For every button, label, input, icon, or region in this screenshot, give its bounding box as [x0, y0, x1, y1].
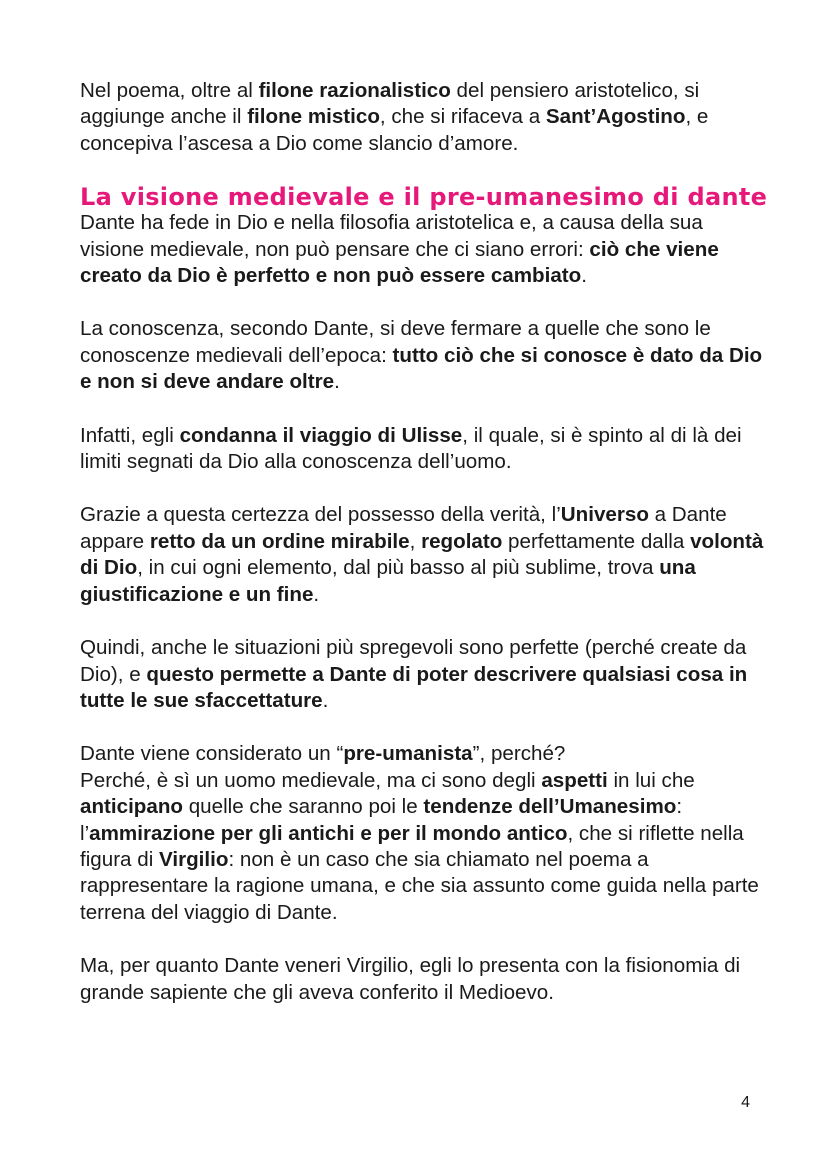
text-segment: : non è un caso che sia chiamato nel poema a rappresentare la ragione umana, e che sia assunto come guida nella parte terrena del viaggio di Dante. [80, 847, 759, 924]
text-segment: Nel poema, oltre al [80, 79, 259, 102]
bold-text-segment: aspetti [541, 768, 608, 792]
bold-text-segment: volontà di Dio [80, 529, 764, 580]
text-segment: Perché, è sì un uomo medievale, ma ci sono degli [80, 768, 542, 792]
text-segment: , e concepiva l’ascesa a Dio come slancio d’amore. [80, 105, 709, 155]
text-segment: l’ [80, 821, 90, 845]
text-segment: , in cui ogni elemento, dal più basso al più sublime, trova [137, 556, 660, 580]
section-heading: La visione medievale e il pre-umanesimo di dante [80, 183, 768, 212]
text-segment: Dante ha fede in Dio e nella filosofia aristotelica e, a causa della sua visione medievale, non può pensare che ci siano errori: [80, 211, 703, 261]
text-segment: Ma, per quanto Dante veneri Virgilio, egli lo presenta con la fisionomia di grande sapiente che gli aveva conferito il Medioevo. [80, 954, 741, 1004]
bold-text-segment: ciò che viene creato da Dio è perfetto e non può essere cambiato [80, 237, 719, 288]
text-segment: , che si rifaceva a [379, 105, 546, 129]
text-segment: Infatti, egli [80, 423, 180, 447]
bold-text-segment: Universo [560, 503, 649, 527]
text-segment: : [676, 795, 683, 819]
text-segment: La conoscenza, secondo Dante, si deve fermare a quelle che sono le conoscenze medievali dell’epoca: [80, 317, 711, 367]
paragraph-situazioni [80, 635, 764, 714]
bold-text-segment: ammirazione per gli antichi e per il mondo antico [89, 821, 568, 845]
bold-text-segment: anticipano [80, 795, 183, 819]
bold-text-segment: Sant’Agostino [545, 105, 686, 129]
paragraph-virgilio [80, 953, 764, 1006]
paragraph-conoscenza [80, 316, 764, 395]
text-segment: quelle che saranno poi le [182, 795, 424, 819]
bold-text-segment: tutto ciò che si conosce è dato da Dio e non si deve andare oltre [80, 343, 763, 394]
bold-text-segment: filone mistico [247, 105, 380, 129]
text-segment: . [581, 264, 587, 288]
bold-text-segment: pre-umanista [343, 742, 473, 766]
bold-text-segment: Virgilio [159, 847, 229, 871]
text-segment: Grazie a questa certezza del possesso della verità, l’ [80, 503, 561, 527]
text-segment: , il quale, si è spinto al di là dei limiti segnati da Dio alla conoscenza dell’uomo. [80, 423, 742, 474]
text-segment: , che si riflette nella figura di [80, 821, 744, 871]
bold-text-segment: condanna il viaggio di Ulisse [179, 423, 463, 447]
paragraph-ulisse [80, 423, 764, 476]
bold-text-segment: tendenze dell’Umanesimo [423, 795, 677, 819]
bold-text-segment: questo permette a Dante di poter descrivere qualsiasi cosa in tutte le sue sfaccettature [80, 662, 748, 712]
text-segment: Dante viene considerato un “ [80, 742, 344, 766]
text-segment: . [334, 370, 340, 394]
bold-text-segment: filone razionalistico [258, 79, 451, 102]
paragraph-universo [80, 502, 764, 608]
text-segment: ”, perché? [472, 742, 566, 766]
bold-text-segment: regolato [421, 529, 503, 553]
text-segment: , [409, 529, 422, 553]
text-segment: in lui che [607, 768, 695, 792]
paragraph-pre-umanista [80, 741, 764, 926]
text-segment: del pensiero aristotelico, si aggiunge anche il [80, 79, 700, 129]
bold-text-segment: una giustificazione e un fine [80, 556, 696, 606]
text-segment: perfettamente dalla [502, 529, 691, 553]
paragraph-fede [80, 210, 764, 289]
page-number: 4 [741, 1094, 750, 1111]
document-page [80, 78, 768, 1033]
text-segment: a Dante appare [80, 503, 727, 553]
paragraph-intro [80, 78, 764, 157]
text-segment: . [313, 582, 320, 606]
bold-text-segment: retto da un ordine mirabile [149, 529, 410, 553]
text-segment: Quindi, anche le situazioni più spregevoli sono perfette (perché create da Dio), e [80, 636, 747, 686]
text-segment: . [322, 688, 329, 712]
